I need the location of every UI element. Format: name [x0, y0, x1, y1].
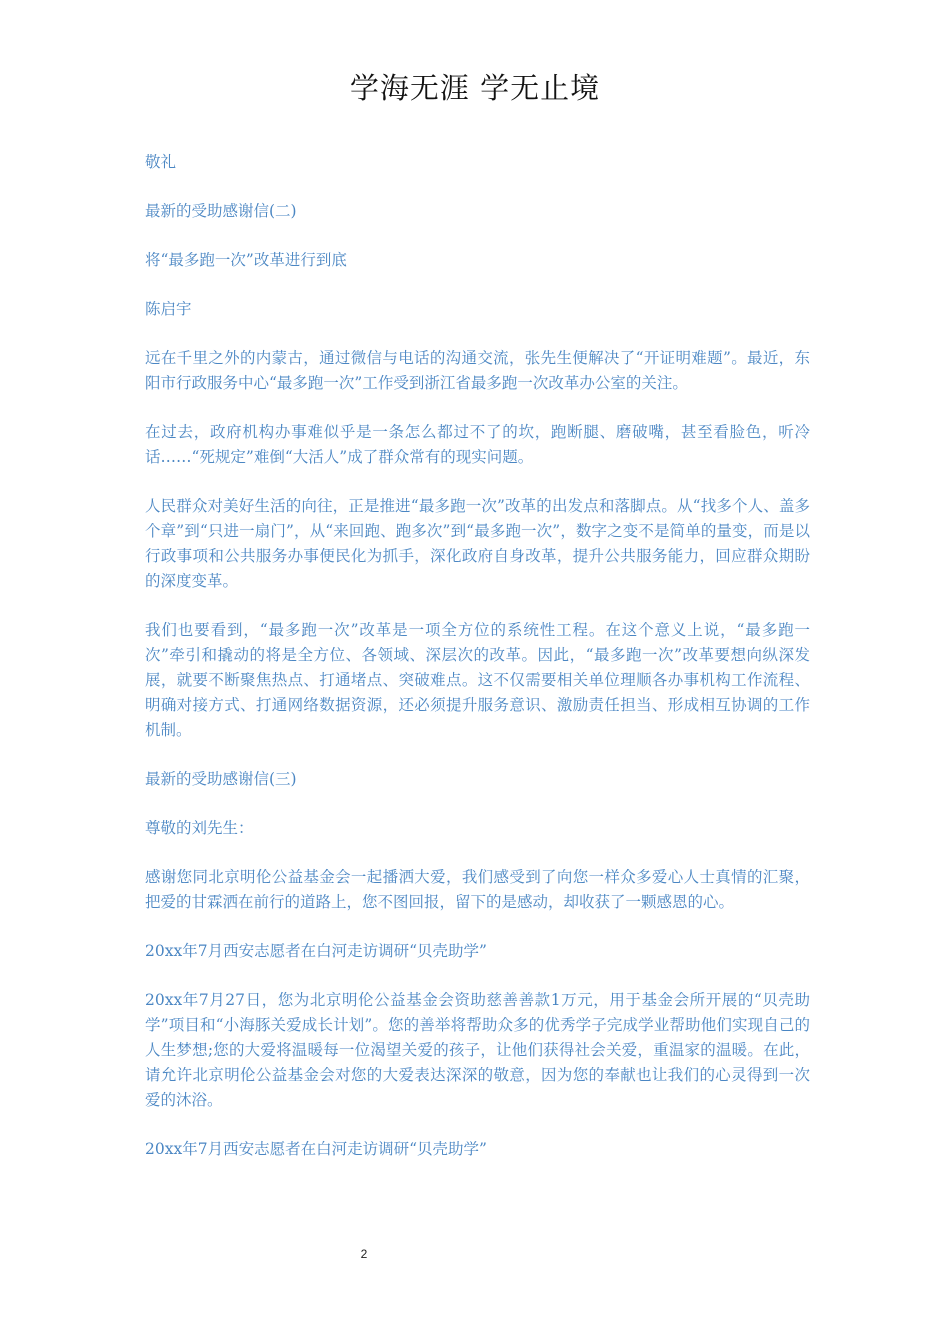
photo-caption: 20xx年7月西安志愿者在白河走访调研“贝壳助学” [145, 942, 487, 960]
body-paragraph: 人民群众对美好生活的向往，正是推进“最多跑一次”改革的出发点和落脚点。从“找多个人、盖多个章”到“只进一扇门”，从“来回跑、跑多次”到“最多跑一次”，数字之变不是简单的量变，而是以行政事项和公共服务办事便民化为抓手，深化政府自身改革，提升公共服务能力，回应群众期盼的深度变革。 [145, 497, 810, 590]
page-header-title: 学海无涯 学无止境 [349, 71, 601, 105]
body-paragraph: 感谢您同北京明伦公益基金会一起播洒大爱，我们感受到了向您一样众多爱心人士真情的汇聚，把爱的甘霖洒在前行的道路上，您不图回报，留下的是感动，却收获了一颗感恩的心。 [145, 868, 810, 911]
article-title: 将“最多跑一次”改革进行到底 [145, 251, 347, 269]
section-heading: 最新的受助感谢信(二) [145, 202, 297, 220]
section-heading: 最新的受助感谢信(三) [145, 770, 297, 788]
photo-caption: 20xx年7月西安志愿者在白河走访调研“贝壳助学” [145, 1140, 487, 1158]
body-paragraph: 我们也要看到，“最多跑一次”改革是一项全方位的系统性工程。在这个意义上说，“最多跑一次”牵引和撬动的将是全方位、各领域、深层次的改革。因此，“最多跑一次”改革要想向纵深发展，就要不断聚焦热点、打通堵点、突破难点。这不仅需要相关单位理顺各办事机构工作流程、明确对接方式、打通网络数据资源，还必须提升服务意识、激励责任担当、形成相互协调的工作机制。 [145, 621, 810, 739]
body-paragraph: 远在千里之外的内蒙古，通过微信与电话的沟通交流，张先生便解决了“开证明难题”。最近，东阳市行政服务中心“最多跑一次”工作受到浙江省最多跑一次改革办公室的关注。 [145, 349, 810, 392]
page-number: 2 [360, 1247, 368, 1261]
document-body [145, 150, 810, 1186]
closing-salutation: 敬礼 [145, 153, 177, 171]
article-author: 陈启宇 [145, 300, 192, 318]
body-paragraph: 20xx年7月27日，您为北京明伦公益基金会资助慈善善款1万元，用于基金会所开展的“贝壳助学”项目和“小海豚关爱成长计划”。您的善举将帮助众多的优秀学子完成学业帮助他们实现自己的人生梦想;您的大爱将温暖每一位渴望关爱的孩子，让他们获得社会关爱，重温家的温暖。在此，请允许北京明伦公益基金会对您的大爱表达深深的敬意，因为您的奉献也让我们的心灵得到一次爱的沐浴。 [145, 991, 810, 1109]
letter-greeting: 尊敬的刘先生： [145, 819, 254, 837]
body-paragraph: 在过去，政府机构办事难似乎是一条怎么都过不了的坎，跑断腿、磨破嘴，甚至看脸色，听冷话……“死规定”难倒“大活人”成了群众常有的现实问题。 [145, 423, 810, 466]
